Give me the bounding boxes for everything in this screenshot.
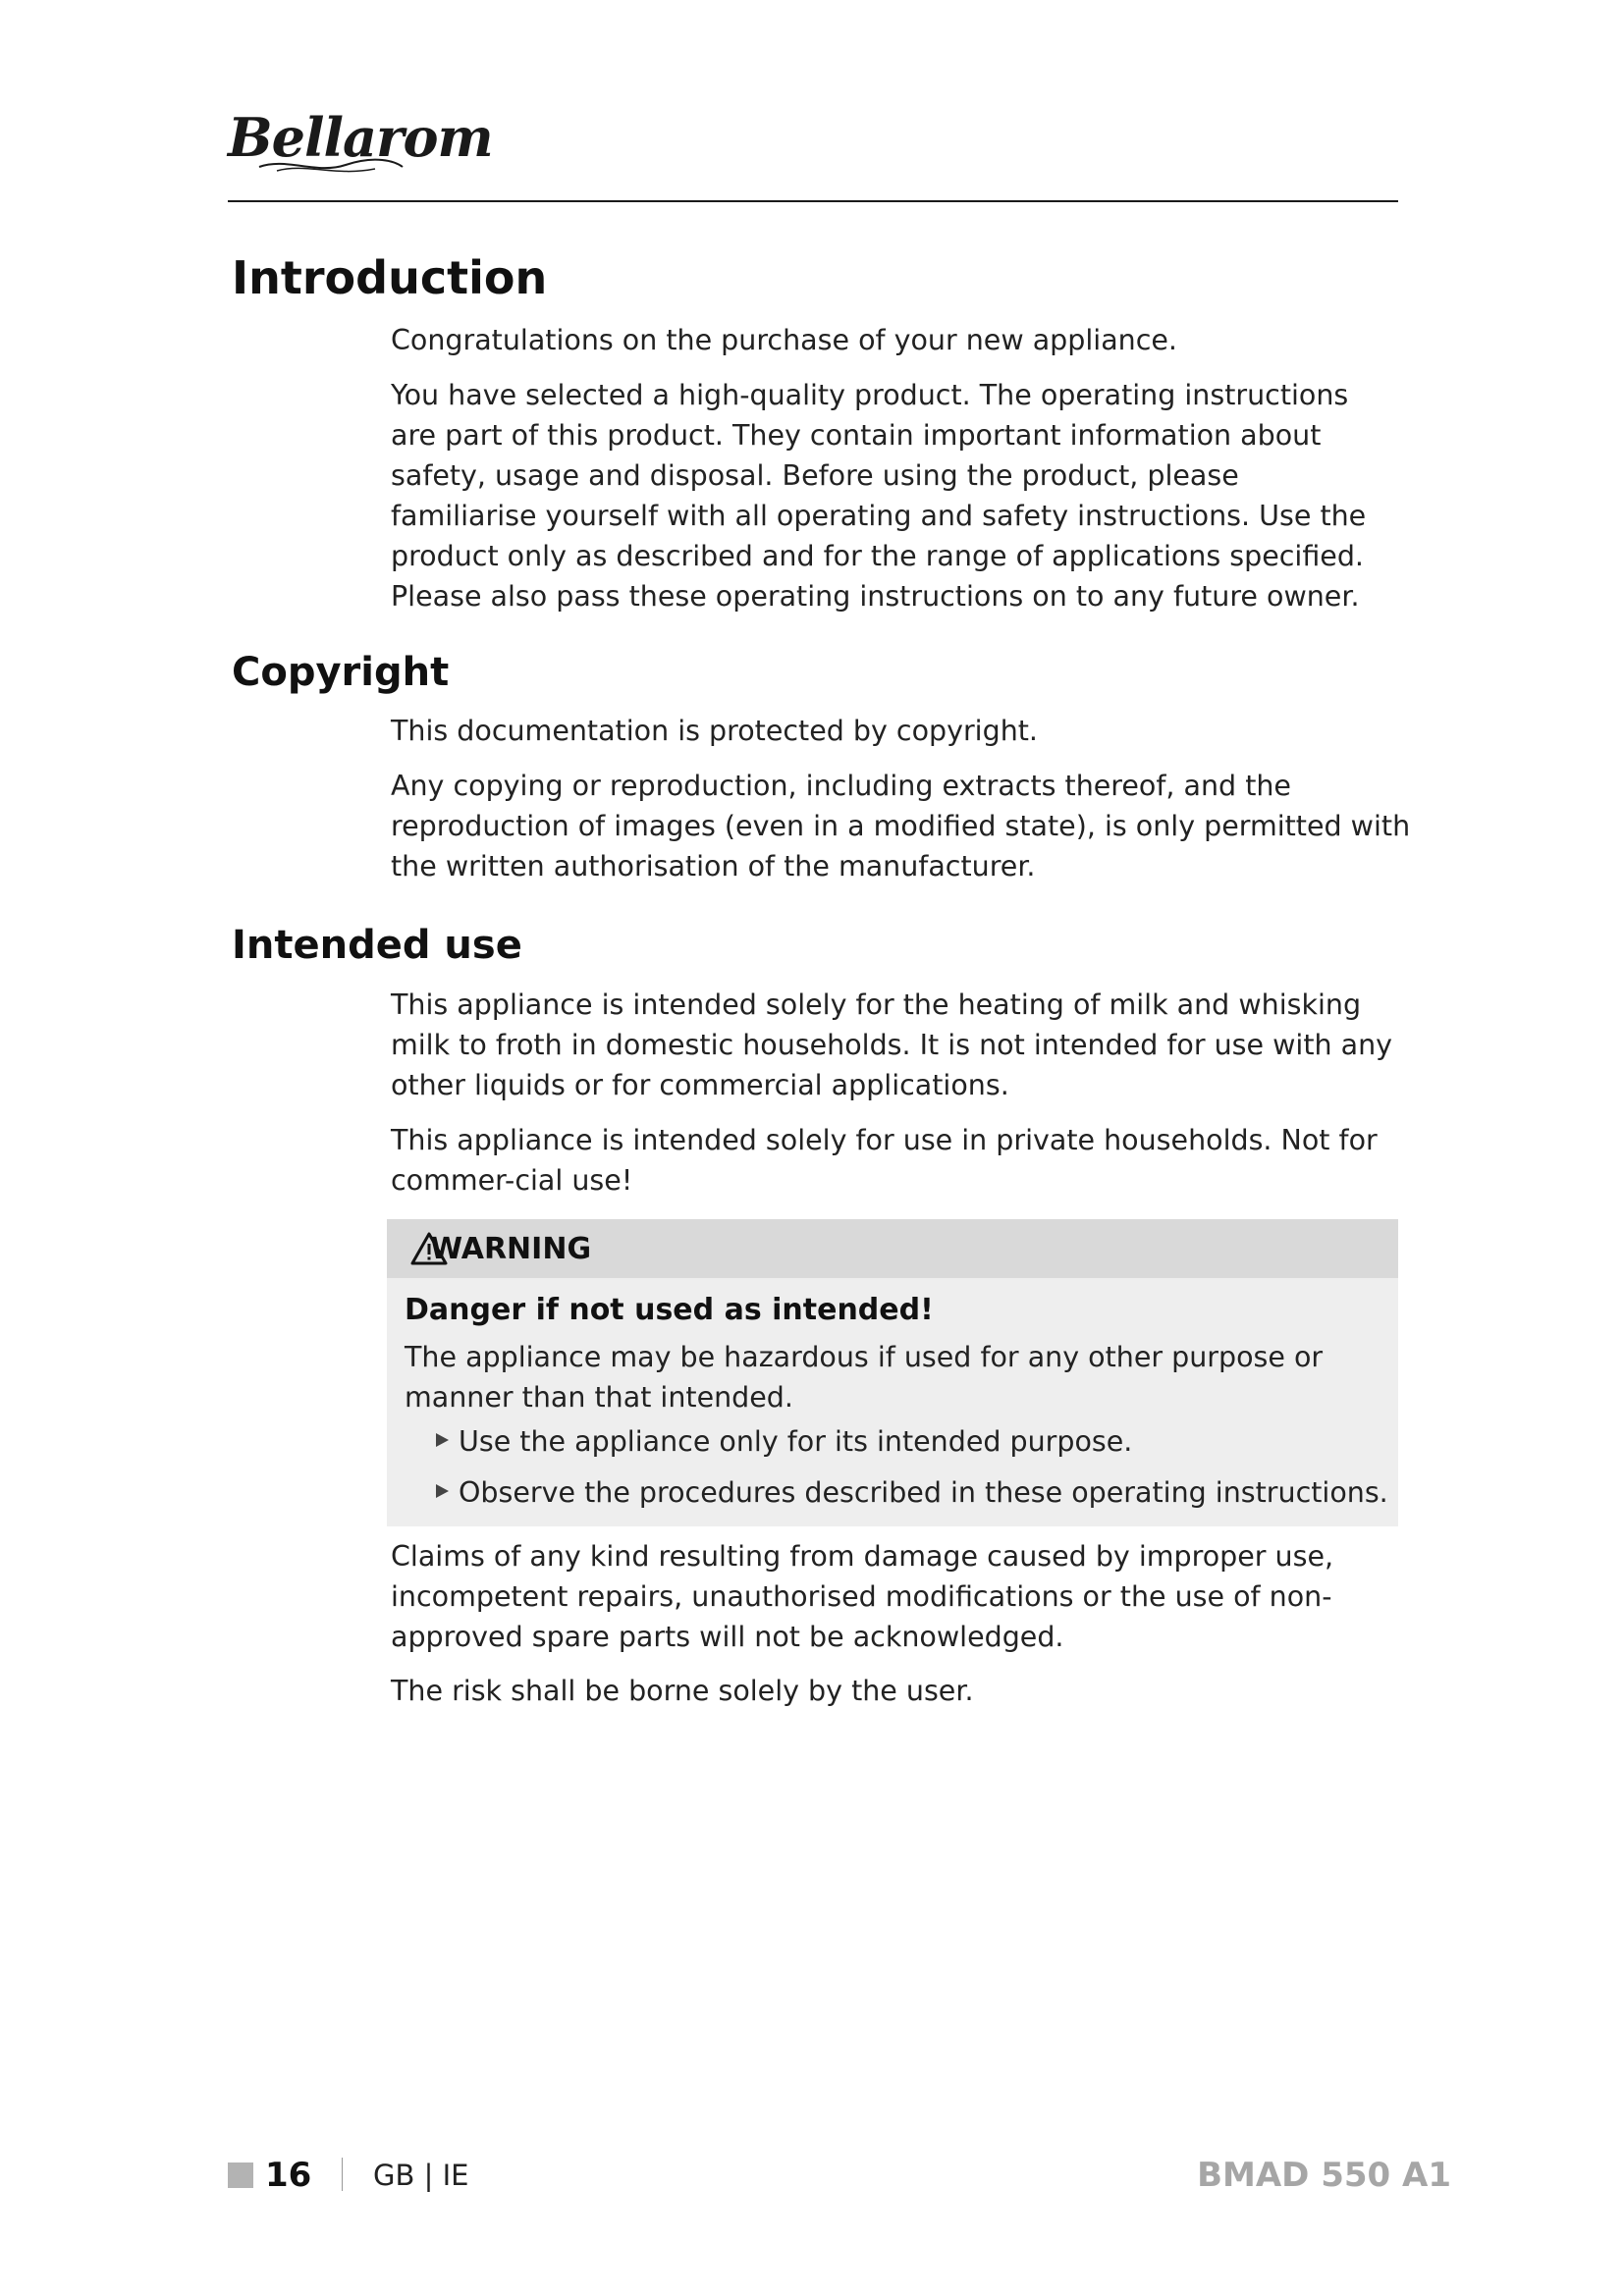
risk-paragraph: The risk shall be borne solely by the user. [391,1675,974,1707]
logo-swash-icon [257,155,405,177]
intro-paragraph-2: You have selected a high-quality product. The operating instructions are part of this product. They contain important information about safety, usage and disposal. Before using the product, please familiarise yourself with all operating and safety instructions. Use the product only as described and for the range of applications specified. Please also pass these operating instructions on to any future owner. [391,379,1367,613]
warning-bullet [436,1472,1388,1513]
warning-bullet [436,1421,1132,1462]
footer-divider [342,2158,343,2191]
warning-danger-heading: Danger if not used as intended! [405,1293,934,1327]
intended-use-paragraph-2: This appliance is intended solely for use in private households. Not for commer-cial use! [391,1124,1378,1197]
logo-text: Bellarom [228,106,493,169]
warning-bullet-text: Observe the procedures described in these operating instructions. [459,1476,1388,1509]
warning-label: WARNING [430,1232,592,1266]
section-title-copyright: Copyright [232,650,450,695]
intended-use-paragraph-1: This appliance is intended solely for the heating of milk and whisking milk to froth in domestic households. It is not intended for use with any other liquids or for commercial applications. [391,988,1393,1101]
warning-header [387,1219,1398,1278]
bullet-arrow-icon [436,1484,449,1498]
footer-model-number: BMAD 550 A1 [1197,2156,1451,2195]
warning-box [387,1219,1398,1526]
claims-paragraph: Claims of any kind resulting from damage caused by improper use, incompetent repairs, unauthorised modifications or the use of non-approved spare parts will not be acknowledged. [391,1540,1334,1653]
page-number: 16 [265,2156,312,2195]
intro-paragraph-1: Congratulations on the purchase of your new appliance. [391,324,1177,356]
bullet-arrow-icon [436,1433,449,1447]
section-title-introduction: Introduction [232,251,548,304]
warning-text: The appliance may be hazardous if used for any other purpose or manner than that intended. [405,1341,1324,1414]
copyright-paragraph-1: This documentation is protected by copyright. [391,715,1038,747]
warning-bullet-text: Use the appliance only for its intended purpose. [459,1425,1133,1458]
section-title-intended-use: Intended use [232,923,522,968]
footer-language: GB | IE [373,2159,469,2192]
header-divider [228,200,1398,202]
footer-square-marker [228,2163,253,2188]
brand-logo [228,106,493,185]
copyright-paragraph-2: Any copying or reproduction, including extracts thereof, and the reproduction of images (even in a modified state), is only permitted with the written authorisation of the manufacturer. [391,770,1411,882]
